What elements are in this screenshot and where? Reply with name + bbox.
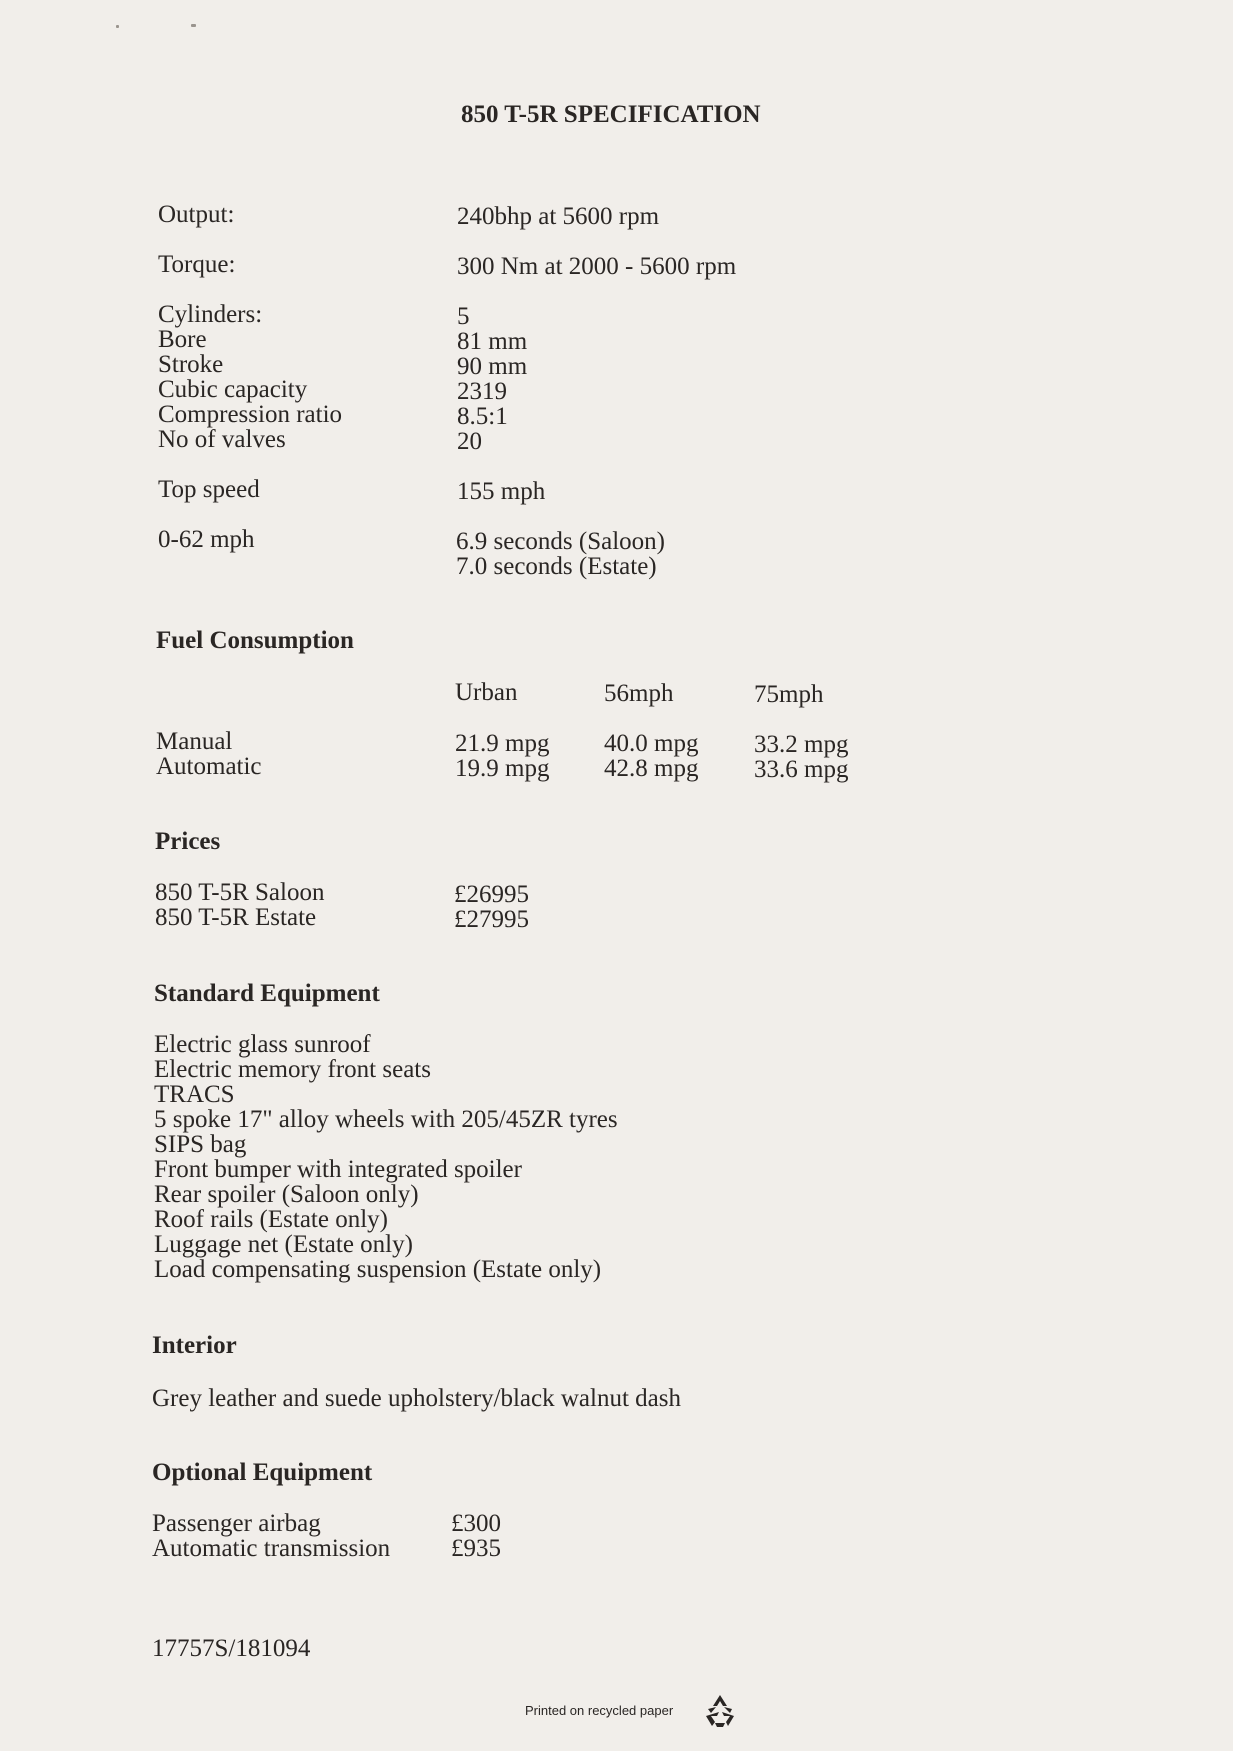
section-heading-fuel: Fuel Consumption	[156, 627, 354, 654]
page-title: 850 T-5R SPECIFICATION	[461, 101, 761, 128]
spec-value: 7.0 seconds (Estate)	[456, 553, 657, 580]
list-item: Load compensating suspension (Estate only)	[154, 1256, 602, 1283]
option-price: £935	[451, 1535, 501, 1562]
paper-speck	[191, 24, 196, 27]
spec-value: 90 mm	[457, 353, 528, 380]
fuel-cell: 21.9 mpg	[455, 730, 550, 757]
spec-value: 5	[457, 303, 470, 330]
spec-value: 81 mm	[457, 328, 528, 355]
fuel-column-header: Urban	[455, 679, 518, 706]
spec-label: Cubic capacity	[158, 376, 308, 403]
spec-value: 155 mph	[457, 478, 546, 505]
section-heading-optional-equipment: Optional Equipment	[152, 1459, 373, 1486]
document-reference: 17757S/181094	[152, 1635, 311, 1662]
spec-label: Top speed	[158, 476, 260, 503]
fuel-cell: 42.8 mpg	[604, 755, 699, 782]
list-item: TRACS	[154, 1081, 235, 1108]
list-item: Electric glass sunroof	[154, 1031, 371, 1058]
paper-speck	[116, 25, 119, 28]
spec-value: 8.5:1	[457, 403, 508, 430]
spec-value: 2319	[457, 378, 507, 405]
section-heading-prices: Prices	[155, 828, 221, 855]
list-item: Rear spoiler (Saloon only)	[154, 1181, 419, 1208]
fuel-cell: 19.9 mpg	[455, 755, 550, 782]
recycle-icon	[702, 1692, 738, 1728]
spec-value: 300 Nm at 2000 - 5600 rpm	[457, 253, 737, 280]
fuel-column-header: 75mph	[754, 681, 824, 708]
list-item: Electric memory front seats	[154, 1056, 431, 1083]
spec-label: Torque:	[158, 251, 236, 278]
list-item: Front bumper with integrated spoiler	[154, 1156, 522, 1183]
spec-label: Bore	[158, 326, 207, 353]
fuel-row-label: Manual	[156, 728, 233, 755]
spec-label: 0-62 mph	[158, 526, 255, 553]
price-value: £27995	[454, 906, 529, 933]
interior-text: Grey leather and suede upholstery/black walnut dash	[152, 1385, 681, 1412]
spec-label: No of valves	[158, 426, 286, 453]
spec-value: 6.9 seconds (Saloon)	[456, 528, 665, 555]
spec-label: Compression ratio	[158, 401, 343, 428]
spec-value: 20	[457, 428, 482, 455]
spec-value: 240bhp at 5600 rpm	[457, 203, 660, 230]
fuel-cell: 40.0 mpg	[604, 730, 699, 757]
list-item: Luggage net (Estate only)	[154, 1231, 413, 1258]
list-item: 5 spoke 17" alloy wheels with 205/45ZR tyres	[154, 1106, 618, 1133]
list-item: SIPS bag	[154, 1131, 247, 1158]
recycled-paper-note: Printed on recycled paper	[525, 1703, 674, 1718]
price-label: 850 T-5R Saloon	[155, 879, 325, 906]
fuel-cell: 33.6 mpg	[754, 756, 849, 783]
fuel-row-label: Automatic	[156, 753, 262, 780]
spec-label: Output:	[158, 201, 235, 228]
option-label: Passenger airbag	[152, 1510, 321, 1537]
section-heading-standard-equipment: Standard Equipment	[154, 980, 380, 1007]
spec-label: Cylinders:	[158, 301, 263, 328]
section-heading-interior: Interior	[152, 1332, 237, 1359]
price-value: £26995	[454, 881, 529, 908]
fuel-cell: 33.2 mpg	[754, 731, 849, 758]
spec-label: Stroke	[158, 351, 224, 378]
standard-equipment-list	[154, 1032, 618, 1282]
option-price: £300	[451, 1510, 501, 1537]
option-label: Automatic transmission	[152, 1535, 391, 1562]
fuel-column-header: 56mph	[604, 680, 674, 707]
list-item: Roof rails (Estate only)	[154, 1206, 388, 1233]
price-label: 850 T-5R Estate	[155, 904, 317, 931]
